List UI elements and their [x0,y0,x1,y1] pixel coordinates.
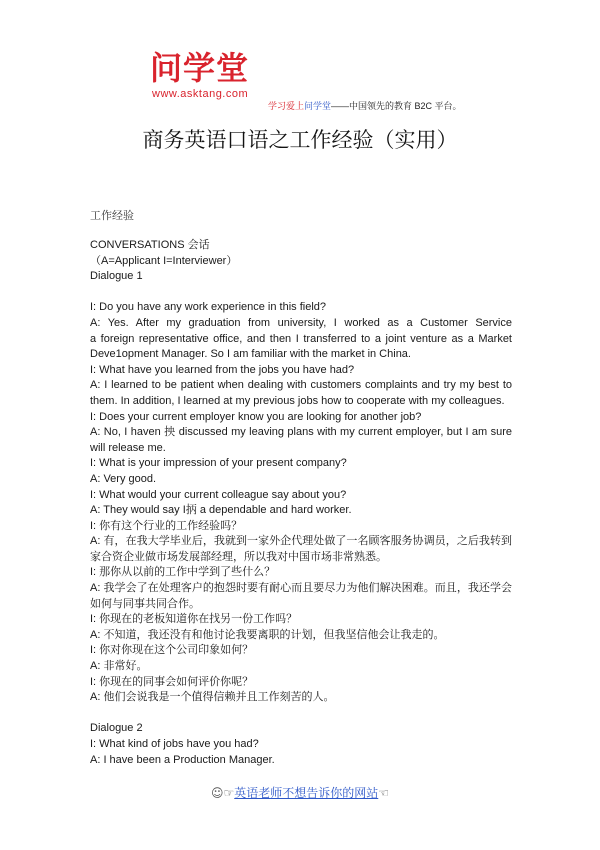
section-label: 工作经验 [90,209,134,222]
dialogue-2-label: Dialogue 2 [90,722,143,735]
dialogue-line: A: Very good. [90,472,157,485]
conversations-heading: CONVERSATIONS 会话 [90,239,210,251]
document-body [90,238,512,768]
dialogue-line: A: 有，在我大学毕业后，我就到一家外企代理处做了一名顾客服务协调员，之后我转到 [90,535,512,548]
dialogue-line: Deve1opment Manager. So I am familiar with the market in China. [90,348,411,361]
dialogue-line: I: What is your impression of your present company? [90,457,347,470]
dialogue-line: them. In addition, I learned at my previous jobs how to cooperate with my colleagues. [90,394,505,407]
dialogue-2 [90,737,512,768]
dialogue-line: I: Do you have any work experience in this field? [90,301,327,314]
slogan-link[interactable]: 问学堂 [304,101,332,111]
slogan-part2: ——中国领先的教育 B2C 平台。 [331,101,462,111]
dialogue-line: A: 非常好。 [90,660,148,673]
page-title: 商务英语口语之工作经验（实用） [142,128,458,152]
dialogue-line: I: What would your current colleague say about you? [90,488,347,501]
pointing-left-icon: ☜ [378,786,390,800]
dialogue-1-label: Dialogue 1 [90,270,143,283]
dialogue-line: I: 你对你现在这个公司印象如何？ [90,644,254,657]
dialogue-line: I: What kind of jobs have you had? [90,738,259,750]
dialogue-line: I: 你有这个行业的工作经验吗？ [90,519,243,532]
dialogue-line: A: 我学会了在处理客户的抱怨时要有耐心而且要尽力为他们解决困难。而且，我还学会 [90,582,512,595]
dialogue-line: A: 不知道，我还没有和他讨论我要离职的计划，但我坚信他会让我走的。 [90,628,445,641]
dialogue-line: A: I learned to be patient when dealing with customers complaints and try my best to [90,379,512,392]
dialogue-line: A: 他们会说我是一个值得信赖并且工作刻苦的人。 [90,691,335,704]
footer [0,784,600,801]
dialogue-line: a foreign representative office, and then I transferred to a joint venture as a Market [90,332,512,345]
dialogue-line: 如何与同事共同合作。 [90,597,200,610]
dialogue-line: I: 那你从以前的工作中学到了些什么？ [90,566,276,579]
dialogue-line: A: They would say I抦 a dependable and hard worker. [90,504,352,517]
footer-link[interactable]: 英语老师不想告诉你的网站 [234,786,379,800]
roles-note: （A=Applicant I=Interviewer） [90,254,238,267]
dialogue-line: I: 你现在的老板知道你在找另一份工作吗？ [90,613,298,626]
dialogue-line: A: Yes. After my graduation from university, I worked as a Customer Service [90,316,512,329]
site-logo[interactable]: 问学堂 [150,49,250,87]
dialogue-line: I: Does your current employer know you are looking for another job? [90,410,422,423]
dialogue-line: A: No, I haven 抰 discussed my leaving plans with my current employer, but I am sure [90,426,512,439]
dialogue-line: A: I have been a Production Manager. [90,753,275,766]
dialogue-line: I: 你现在的同事会如何评价你呢？ [90,675,254,688]
slogan-part1: 学习爱上 [268,101,305,111]
dialogue-line: 家合资企业做市场发展部经理，所以我对中国市场非常熟悉。 [90,550,387,563]
smile-pointing-icon: ☺☞ [210,786,235,800]
dialogue-line: will release me. [90,441,166,454]
logo-url: www.asktang.com [152,88,249,100]
slogan [268,99,462,112]
dialogue-1 [90,300,512,705]
dialogue-line: I: What have you learned from the jobs you have had? [90,363,355,376]
